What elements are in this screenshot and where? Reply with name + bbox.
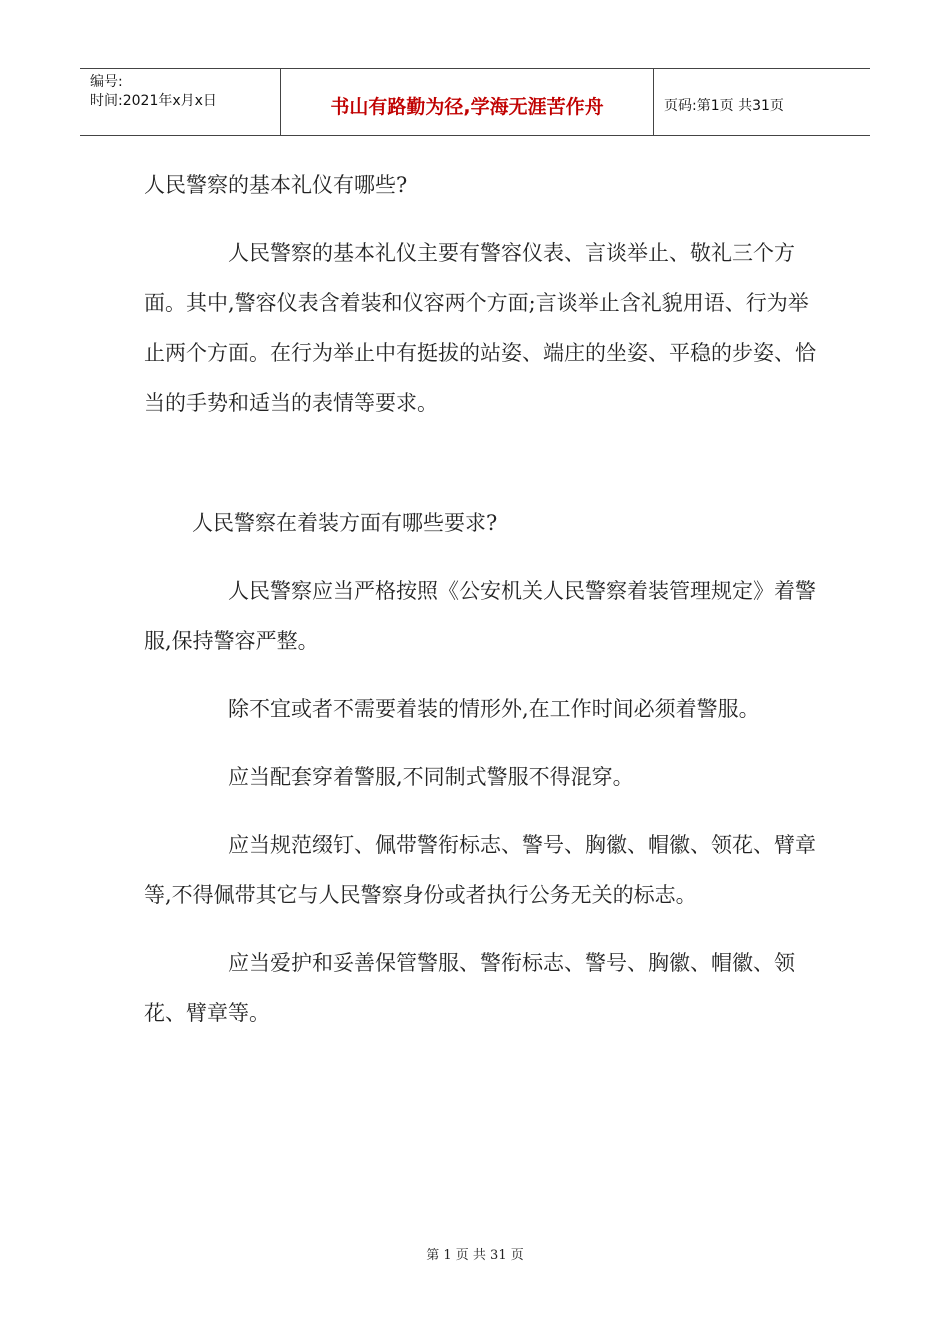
header-motto: 书山有路勤为径,学海无涯苦作舟 xyxy=(280,69,654,135)
page-header xyxy=(80,68,870,136)
answer-2-paragraph: 应当配套穿着警服,不同制式警服不得混穿。 xyxy=(228,765,634,789)
answer-2-paragraph: 应当规范缀钉、佩带警衔标志、警号、胸徽、帽徽、领花、臂章等,不得佩带其它与人民警察身份或者执行公务无关的标志。 xyxy=(144,833,816,907)
answer-2-paragraph: 应当爱护和妥善保管警服、警衔标志、警号、胸徽、帽徽、领花、臂章等。 xyxy=(144,951,795,1025)
answer-2-paragraph: 人民警察应当严格按照《公安机关人民警察着装管理规定》着警服,保持警容严整。 xyxy=(144,579,816,653)
question-2: 人民警察在着装方面有哪些要求? xyxy=(192,511,498,535)
answer-1: 人民警察的基本礼仪主要有警容仪表、言谈举止、敬礼三个方面。其中,警容仪表含着装和仪容两个方面;言谈举止含礼貌用语、行为举止两个方面。在行为举止中有挺拔的站姿、端庄的坐姿、平稳的步姿、恰当的手势和适当的表情等要求。 xyxy=(144,241,816,415)
page-footer: 第 1 页 共 31 页 xyxy=(426,1248,524,1263)
header-page-info: 页码:第1页 共31页 xyxy=(664,98,784,114)
question-1: 人民警察的基本礼仪有哪些? xyxy=(144,173,408,197)
document-time-label: 时间:2021年x月x日 xyxy=(90,93,217,109)
document-body xyxy=(144,160,824,1038)
header-meta xyxy=(80,69,280,135)
document-number-label: 编号: xyxy=(90,74,123,90)
answer-2-paragraph: 除不宜或者不需要着装的情形外,在工作时间必须着警服。 xyxy=(228,697,760,721)
